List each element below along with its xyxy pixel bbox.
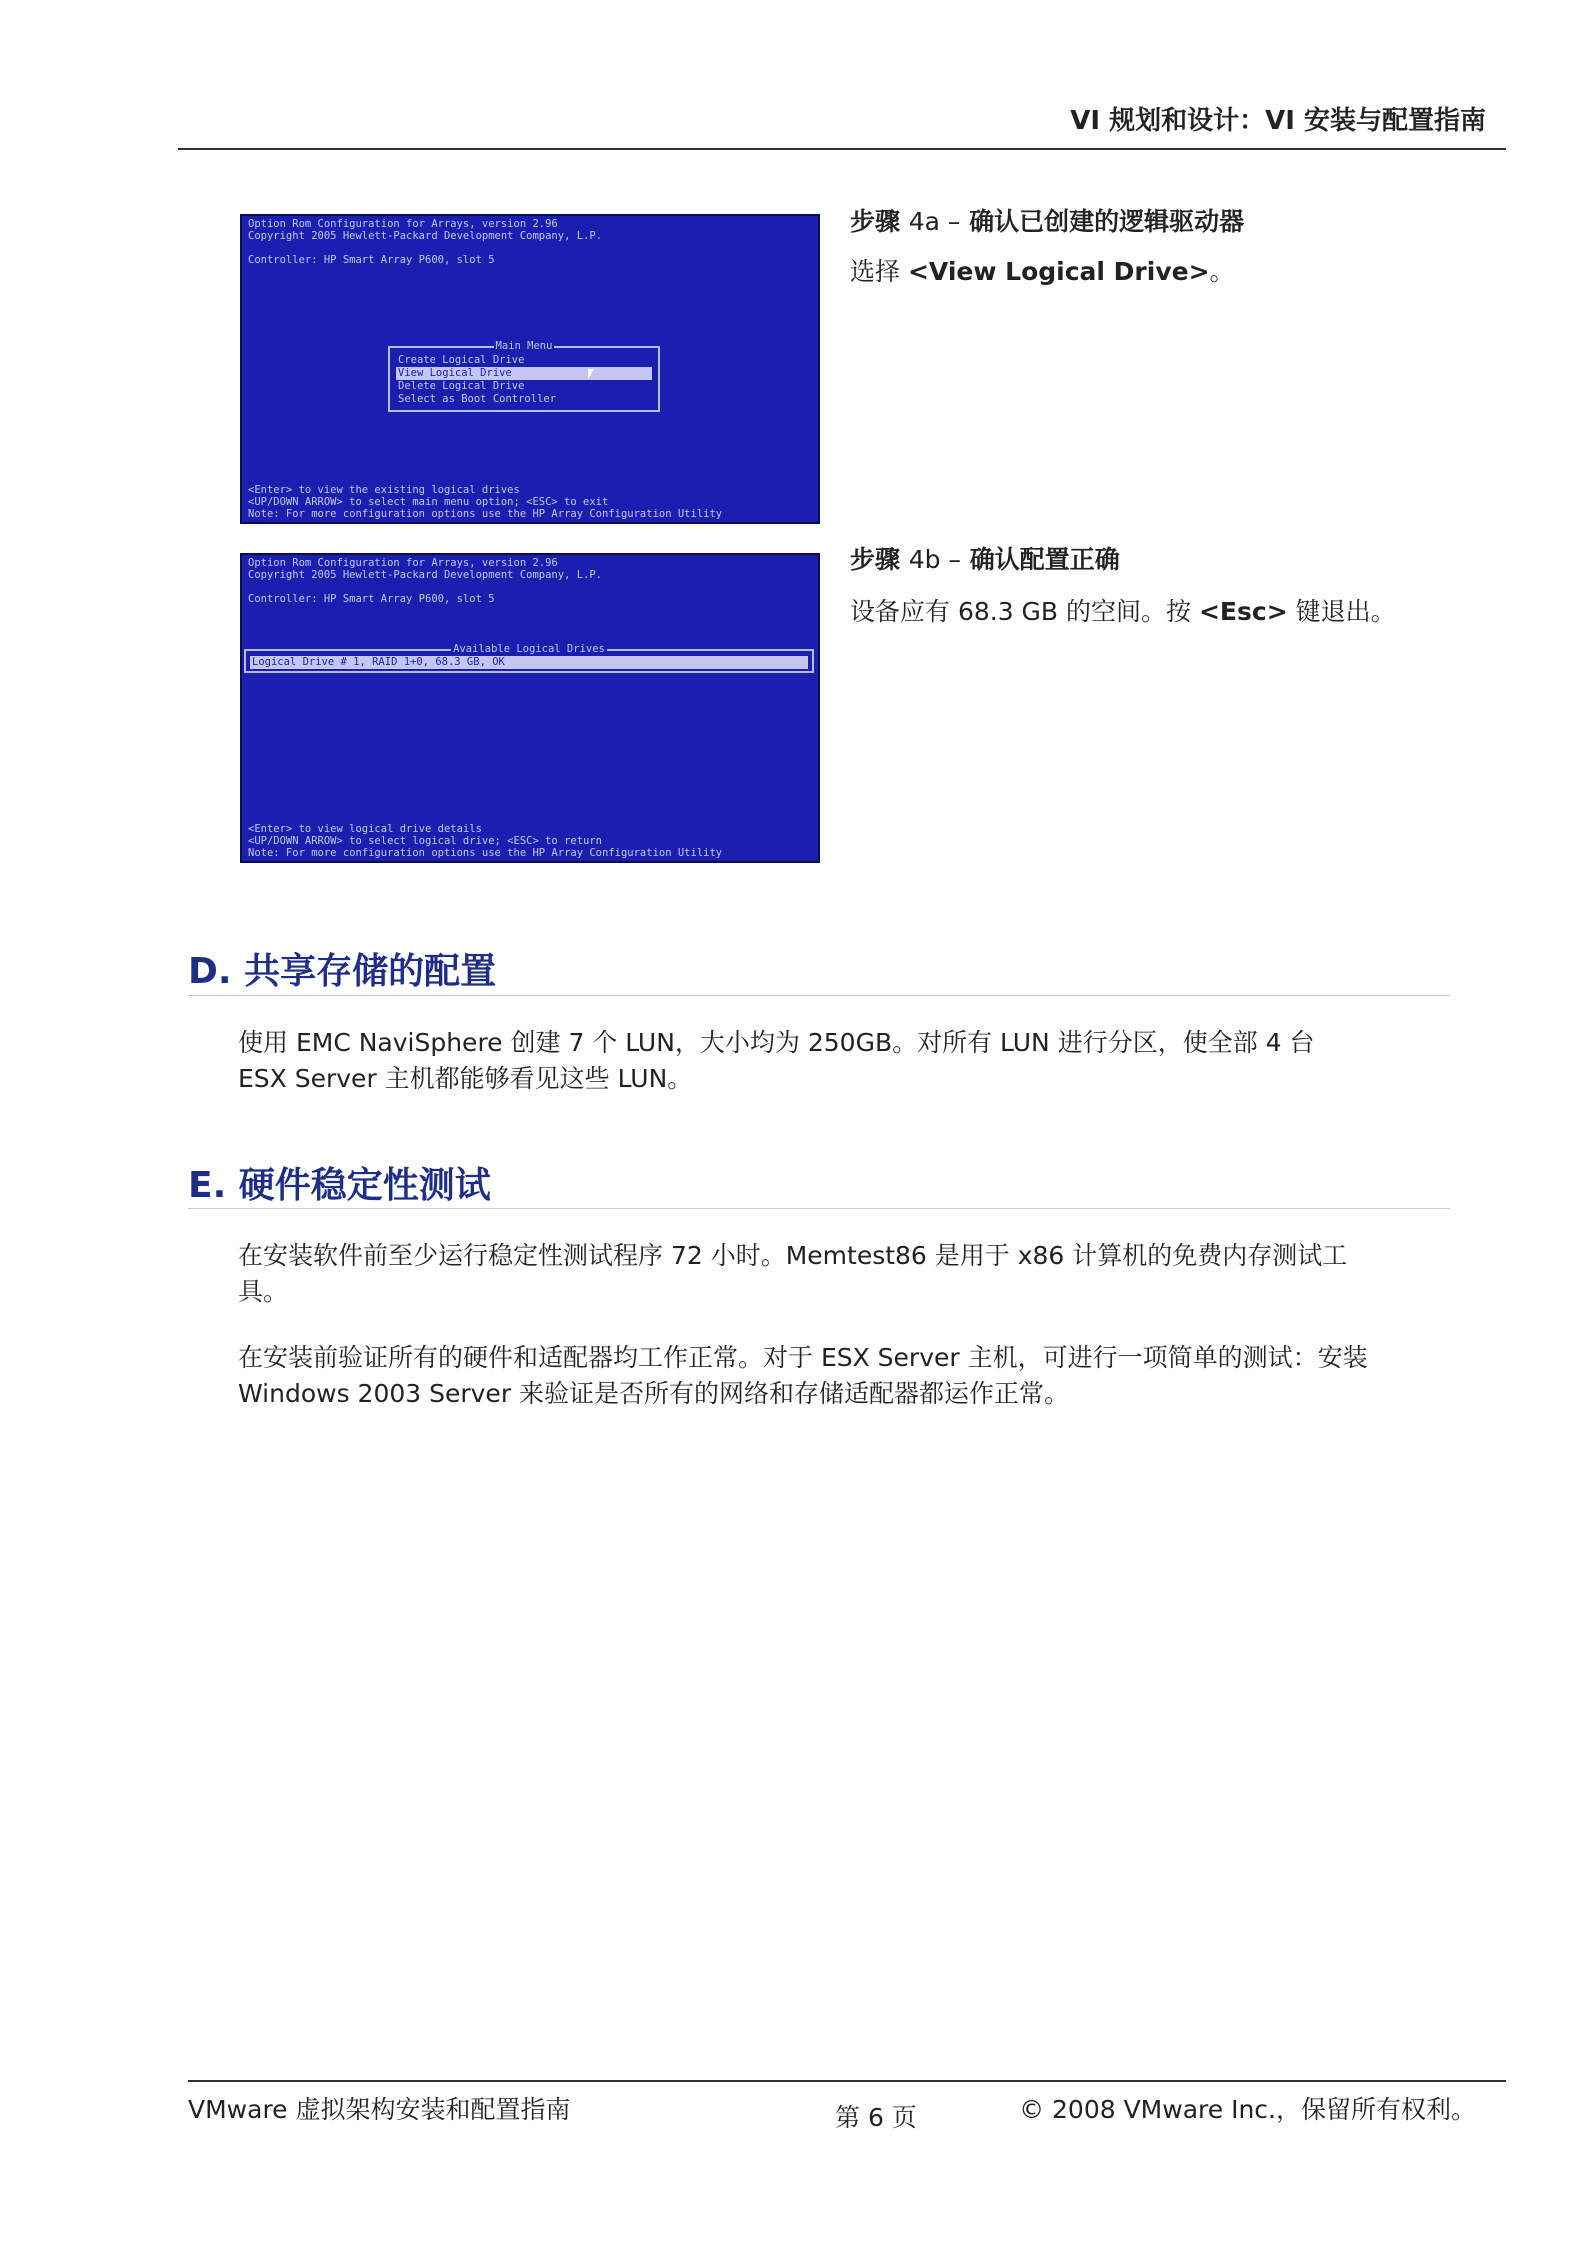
step-number: 4a –: [908, 207, 961, 236]
step-4a-text: [850, 252, 1235, 288]
step-4a-title: [850, 202, 1244, 238]
step-label: 步骤: [850, 207, 901, 236]
section-e-paragraph-2: 在安装前验证所有的硬件和适配器均工作正常。对于 ESX Server 主机，可进行一项简单的测试：安装 Windows 2003 Server 来验证是否所有的网络和存储适配器都运作正常。: [238, 1343, 1368, 1408]
bios-menu-item: Delete Logical Drive: [398, 380, 525, 392]
bios-available-drives-box: [244, 643, 814, 673]
header-rule: [178, 148, 1506, 150]
step-heading: 确认配置正确: [969, 545, 1120, 574]
step-4b-text: [850, 592, 1396, 628]
section-d-paragraph: 使用 EMC NaviSphere 创建 7 个 LUN，大小均为 250GB。对所有 LUN 进行分区，使全部 4 台 ESX Server 主机都能够看见这些 LUN。: [238, 1028, 1315, 1093]
footer-rule: [188, 2080, 1506, 2082]
bios-menu-title: Main Menu: [495, 340, 553, 352]
step-text-suffix: 键退出。: [1295, 597, 1396, 626]
step-number: 4b –: [908, 545, 961, 574]
bios-line: Copyright 2005 Hewlett-Packard Development Company, L.P.: [248, 230, 603, 242]
bios-controller-line: Controller: HP Smart Array P600, slot 5: [248, 593, 495, 605]
footer-doc-title: VMware 虚拟架构安装和配置指南: [188, 2095, 571, 2124]
step-text-suffix: 。: [1209, 257, 1235, 286]
bios-line: Note: For more configuration options use the HP Array Configuration Utility: [248, 847, 723, 859]
bios-line: Copyright 2005 Hewlett-Packard Development Company, L.P.: [248, 569, 603, 581]
bios-line: Option Rom Configuration for Arrays, version 2.96: [248, 218, 558, 230]
bios-screenshot-logical-drives: [240, 553, 820, 863]
bios-drive-row-selected: Logical Drive # 1, RAID 1+0, 68.3 GB, OK: [250, 656, 808, 669]
footer-copyright: © 2008 VMware Inc.，保留所有权利。: [1019, 2095, 1476, 2124]
bios-main-menu: [388, 340, 660, 412]
step-heading: 确认已创建的逻辑驱动器: [969, 207, 1245, 236]
footer-page-number: 第 6 页: [835, 2103, 917, 2132]
step-text-bold: <View Logical Drive>: [907, 257, 1210, 286]
step-text-prefix: 选择: [850, 257, 901, 286]
bios-menu-item: Create Logical Drive: [398, 354, 525, 366]
section-e-rule: [188, 1208, 1450, 1209]
bios-menu-item: Select as Boot Controller: [398, 393, 557, 405]
step-4b-title: [850, 540, 1120, 576]
step-label: 步骤: [850, 545, 901, 574]
bios-line: <UP/DOWN ARROW> to select logical drive; <ESC> to return: [248, 835, 603, 847]
mouse-cursor-icon: [588, 369, 594, 379]
section-e-paragraph-1: 在安装软件前至少运行稳定性测试程序 72 小时。Memtest86 是用于 x86 计算机的免费内存测试工具。: [238, 1241, 1348, 1306]
bios-line: <Enter> to view the existing logical drives: [248, 484, 520, 496]
bios-line: Option Rom Configuration for Arrays, version 2.96: [248, 557, 558, 569]
section-e-title: E. 硬件稳定性测试: [188, 1165, 491, 1206]
bios-box-title: Available Logical Drives: [453, 643, 605, 655]
step-text-prefix: 设备应有 68.3 GB 的空间。按: [850, 597, 1192, 626]
section-d-title: D. 共享存储的配置: [188, 951, 497, 992]
bios-screenshot-main-menu: [240, 214, 820, 524]
bios-controller-line: Controller: HP Smart Array P600, slot 5: [248, 254, 495, 266]
bios-menu-item-selected: View Logical Drive: [396, 367, 652, 380]
bios-line: <Enter> to view logical drive details: [248, 823, 482, 835]
bios-line: Note: For more configuration options use the HP Array Configuration Utility: [248, 508, 723, 520]
page-header-title: VI 规划和设计：VI 安装与配置指南: [1070, 106, 1486, 136]
step-text-bold: <Esc>: [1198, 597, 1288, 626]
section-d-rule: [188, 995, 1450, 996]
bios-line: <UP/DOWN ARROW> to select main menu option; <ESC> to exit: [248, 496, 609, 508]
